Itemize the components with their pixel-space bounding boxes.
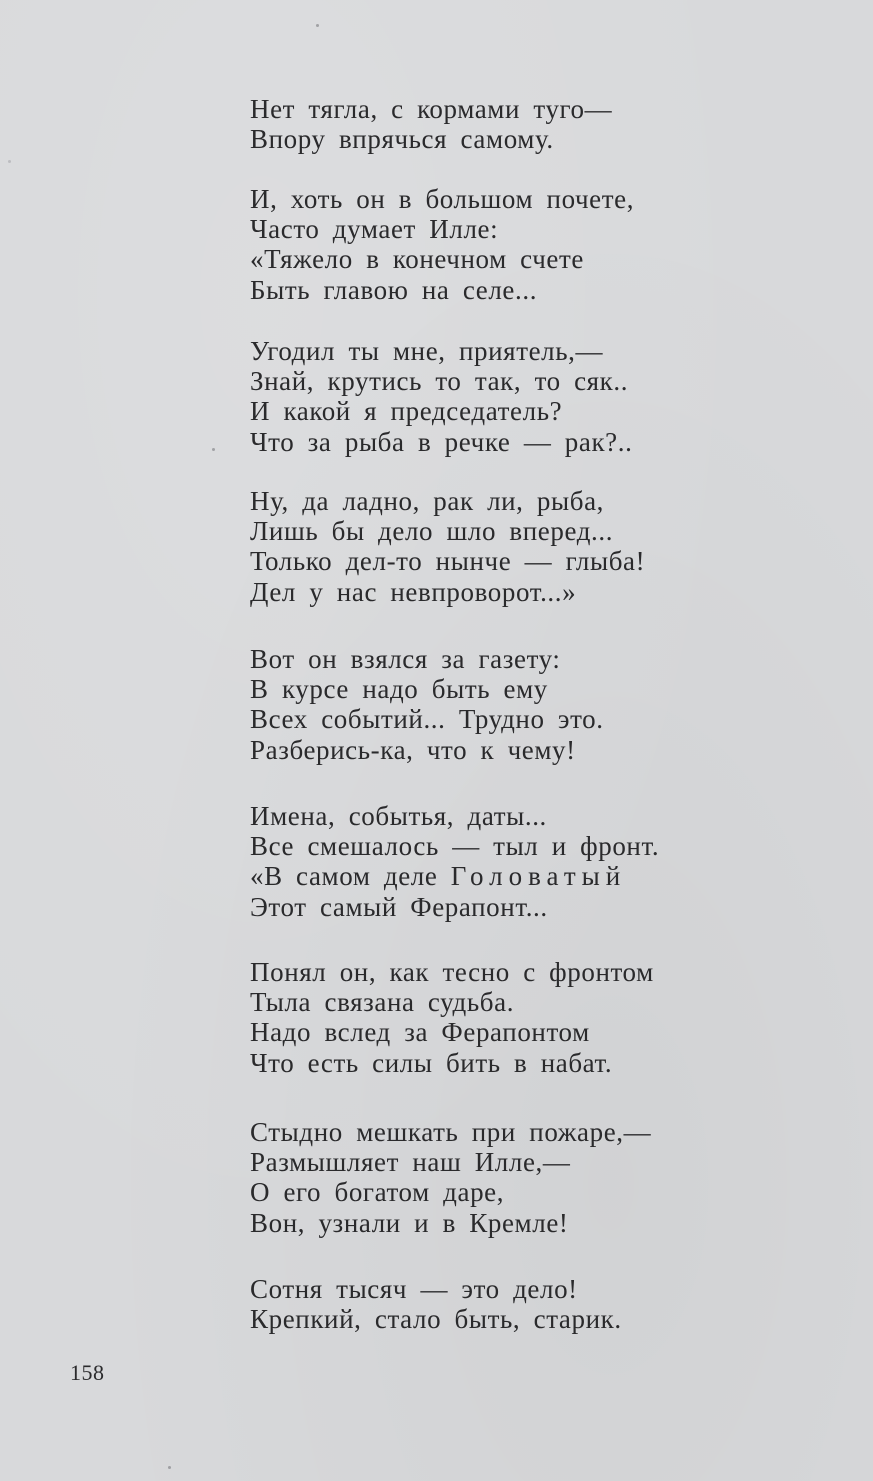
stanza [250,486,645,607]
poem-line [250,861,659,891]
print-speck [168,1466,171,1469]
poem-line: Знай, крутись то так, то сяк.. [250,366,629,397]
stanza [250,801,659,922]
poem-line: Вот он взялся за газету: [250,644,561,674]
poem-line: Вон, узнали и в Кремле! [250,1207,569,1238]
poem-line: Сотня тысяч — это дело! [250,1274,578,1304]
poem-line: Понял он, как тесно с фронтом [250,957,654,987]
poem-line: Угодил ты мне, приятель,— [250,336,604,366]
poem-line: Имена, событья, даты... [250,801,547,831]
stanza [250,644,604,765]
poem-line: Размышляет наш Илле,— [250,1147,571,1178]
stanza [250,336,632,457]
poem-line: Разберись-ка, что к чему! [250,734,576,765]
poem-line: Все смешалось — тыл и фронт. [250,831,660,862]
stanza [250,1274,622,1334]
poem-line: «Тяжело в конечном счете [250,244,584,275]
page-number: 158 [70,1360,105,1385]
poem-line: Ну, да ладно, рак ли, рыба, [250,486,604,516]
poem-line: В курсе надо быть ему [250,674,548,705]
poem-line-start: «В самом деле [250,861,451,892]
stanza [250,957,654,1078]
poem-line: Лишь бы дело шло вперед... [250,516,614,547]
poem-line: Крепкий, стало быть, старик. [250,1304,622,1335]
print-speck [8,160,11,163]
poem-line: Только дел-то нынче — глыба! [250,546,646,577]
poem-line: И, хоть он в большом почете, [250,184,635,214]
poem-line: Этот самый Ферапонт... [250,891,548,922]
poem-line: Часто думает Илле: [250,214,499,245]
poem-line: Впору впрячься самому. [250,124,554,155]
stanza [250,1117,651,1238]
poem-line: Нет тягла, с кормами туго— [250,94,613,124]
poem-line: Дел у нас невпроворот...» [250,576,577,607]
poem-line: Всех событий... Трудно это. [250,704,604,735]
poem-line: Быть главою на селе... [250,274,538,305]
print-speck [316,24,319,27]
stanza [250,184,634,305]
poem-line: О его богатом даре, [250,1177,505,1208]
poem-line: И какой я председатель? [250,396,563,427]
poem-line: Надо вслед за Ферапонтом [250,1017,590,1048]
poem-line: Тыла связана судьба. [250,987,515,1018]
stanza [250,94,612,154]
poem-line: Стыдно мешкать при пожаре,— [250,1117,652,1147]
spaced-surname: Головатый [450,861,627,892]
print-speck [212,448,215,451]
poem-line: Что есть силы бить в набат. [250,1047,613,1078]
poem-line: Что за рыба в речке — рак?.. [250,426,633,457]
